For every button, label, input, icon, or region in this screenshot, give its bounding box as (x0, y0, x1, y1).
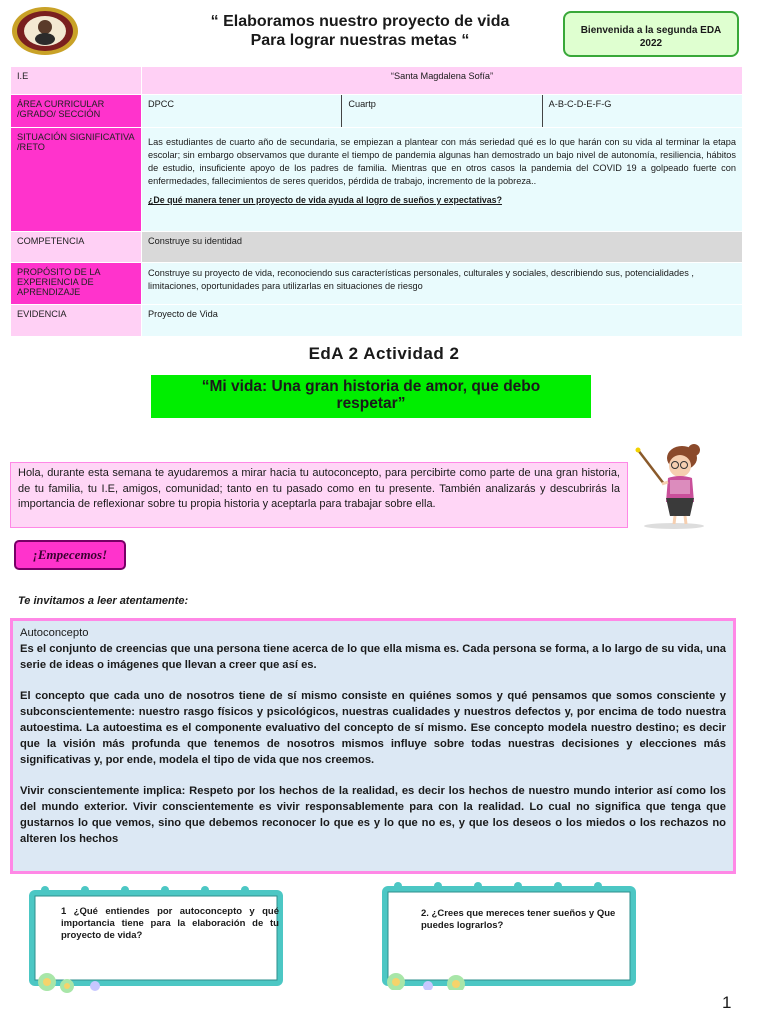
welcome-line-1: Bienvenida a la segunda EDA (580, 25, 722, 36)
info-table (10, 66, 743, 337)
welcome-line-2: 2022 (639, 38, 663, 49)
quote-line-1: “Mi vida: Una gran historia de amor, que debo (201, 378, 541, 395)
grado-value: Cuartp (342, 95, 542, 128)
competencia-label: COMPETENCIA (11, 232, 142, 263)
card-frame-2 (378, 882, 640, 990)
situacion-question: ¿De qué manera tener un proyecto de vida ayuda al logro de sueños y expectativas? (148, 195, 502, 205)
evidencia-value: Proyecto de Vida (142, 305, 743, 337)
teacher-illustration (630, 440, 710, 530)
ie-label: I.E (11, 67, 142, 95)
welcome-badge (563, 11, 739, 57)
invite-text: Te invitamos a leer atentamente: (18, 595, 189, 607)
reading-box (10, 618, 736, 874)
seccion-value: A-B-C-D-E-F-G (542, 95, 742, 128)
activity-quote (151, 375, 591, 418)
activity-title: EdA 2 Actividad 2 (308, 344, 460, 363)
competencia-value: Construye su identidad (142, 232, 743, 263)
page-number: 1 (722, 993, 732, 1012)
proposito-label: PROPÓSITO DE LA EXPERIENCIA DE APRENDIZAJE (11, 263, 142, 305)
question-2-text: 2. ¿Crees que mereces tener sueños y Que puedes lograrlos? (421, 908, 616, 931)
area-label: ÁREA CURRICULAR /GRADO/ SECCIÓN (11, 95, 142, 128)
evidencia-label: EVIDENCIA (11, 305, 142, 337)
area-value: DPCC (142, 95, 342, 128)
page-title (150, 12, 570, 50)
situacion-text: Las estudiantes de cuarto año de secundaria, se empiezan a plantear con más seriedad qué es lo que harán con su vida al terminar la etapa escolar; sin embargo observamos que durante el tiempo de pandemia algunas han demostrado un bajo nivel de autonomía, resiliencia, hábitos de estudio, insuficiente apoyo de los padres de familia. Mientras que en otros casos la pandemia del COVID 19 a golpeado fuerte con enfermedades, fallecimientos de seres queridos, pérdida de trabajo, incremento de la pobreza.. (148, 137, 736, 186)
question-card-2 (378, 882, 640, 990)
title-line-1: “ Elaboramos nuestro proyecto de vida (210, 13, 510, 30)
ie-value: “Santa Magdalena Sofía” (142, 67, 743, 95)
reading-heading: Autoconcepto (20, 627, 89, 639)
school-seal-logo (10, 5, 80, 57)
question-1-text: 1 ¿Qué entiendes por autoconcepto y qué importancia tiene para la elaboración de tu proyecto de vida? (61, 906, 279, 941)
quote-line-2: respetar” (336, 395, 406, 412)
title-line-2: Para lograr nuestras metas “ (250, 32, 470, 49)
reading-paragraph-2: El concepto que cada uno de nosotros tiene de sí mismo consiste en quiénes somos y qué pensamos que somos consciente y subconscientemente: nuestro rasgo físicos y psicológicos, nuestras cualidades y nuestros defectos y, por encima de todo nuestra autoestima. La autoestima es el componente evaluativo del concepto de sí mismo. Ese concepto modela nuestro destino; es decir que la visión más profunda que tenemos de nosotros mismos influye sobre todas nuestras decisiones y elecciones más significativas y, por ende, modela el tipo de vida que nos creemos. (20, 689, 726, 767)
reading-paragraph-3: Vivir conscientemente implica: Respeto por los hechos de la realidad, es decir los hechos de nuestro mundo interior así como los del mundo exterior. Vivir conscientemente es vivir responsablemente para con la realidad. Lo cual no significa que tenga que gustarnos lo que vemos, sino que debemos reconocer lo que es y lo que no es, y que los deseos o los miedos o los rechazos no alteren los hechos (20, 784, 726, 846)
question-card-1 (25, 886, 287, 994)
situacion-label: SITUACIÓN SIGNIFICATIVA /RETO (11, 128, 142, 232)
situacion-cell (142, 128, 743, 232)
intro-box: Hola, durante esta semana te ayudaremos a mirar hacia tu autoconcepto, para percibirte como parte de una gran historia, de tu familia, tu I.E, amigos, comunidad; tanto en tu pasado como en tu presente. También analizarás y descubrirás la importancia de reflexionar sobre tu propia historia y aceptarla para trabajar sobre ella. (10, 462, 628, 528)
proposito-value: Construye su proyecto de vida, reconociendo sus características personales, culturales y sociales, describiendo sus, potencialidades , limitaciones, oportunidades para utilizarlas en situaciones de riesgo (142, 263, 743, 305)
empecemos-button: ¡Empecemos! (14, 540, 126, 570)
reading-paragraph-1: Es el conjunto de creencias que una persona tiene acerca de lo que ella misma es. Cada persona se forma, a lo largo de su vida, una serie de ideas o imágenes que llevan a creer que así es. (20, 643, 726, 672)
